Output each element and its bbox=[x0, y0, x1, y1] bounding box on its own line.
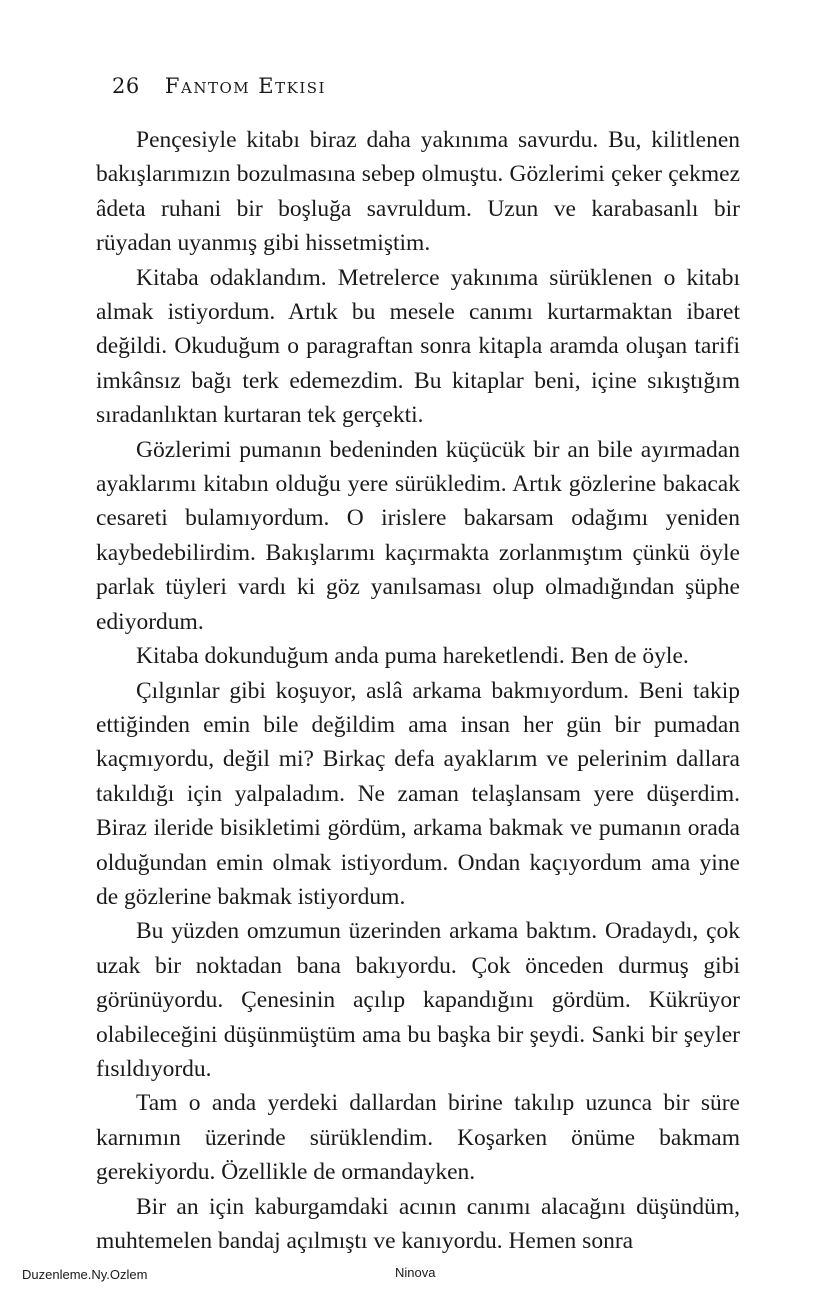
paragraph: Kitaba dokunduğum anda puma hareketlendi. Ben de öyle. bbox=[136, 643, 689, 670]
body-text bbox=[96, 123, 740, 1258]
paragraph: Çılgınlar gibi koşuyor, aslâ arkama bakmıyordum. Beni takip ettiğinden emin bile değildim ama insan her gün bir pumadan kaçmıyordu, değil mi? Birkaç defa ayaklarım ve pelerinim dallara takıldığı için yalpaladım. Ne zaman telaşlansam yere düşerdim. Biraz ileride bisikletimi gördüm, arkama bakmak ve pumanın orada olduğundan emin olmak istiyordum. Ondan kaçıyordum ama yine de gözlerine bakmak istiyordum. bbox=[96, 677, 740, 910]
paragraph: Kitaba odaklandım. Metrelerce yakınıma sürüklenen o kitabı almak istiyordum. Artık bu mesele canımı kurtarmaktan ibaret değildi. Okuduğum o paragraftan sonra kitapla aramda oluşan tarifi imkânsız bağı terk edemezdim. Bu kitaplar beni, içine sıkıştığım sıradanlıktan kurtaran tek gerçekti. bbox=[96, 264, 740, 429]
footer-publisher: Ninova bbox=[395, 1265, 436, 1280]
paragraph: Bir an için kaburgamdaki acının canımı alacağını düşündüm, muhtemelen bandaj açılmıştı ve kanıyordu. Hemen sonra bbox=[96, 1193, 740, 1254]
running-head bbox=[112, 72, 326, 100]
paragraph: Gözlerimi pumanın bedeninden küçücük bir an bile ayırmadan ayaklarımı kitabın olduğu yere sürükledim. Artık gözlerine bakacak cesareti bulamıyordum. O irislere bakarsam odağımı yeniden kaybedebilirdim. Bakışlarımı kaçırmakta zorlanmıştım çünkü öyle parlak tüyleri vardı ki göz yanılsaması olup olmadığından şüphe ediyordum. bbox=[96, 436, 740, 635]
paragraph: Tam o anda yerdeki dallardan birine takılıp uzunca bir süre karnımın üzerinde sürüklendim. Koşarken önüme bakmam gerekiyordu. Özellikle de ormandayken. bbox=[96, 1090, 740, 1186]
paragraph: Bu yüzden omzumun üzerinden arkama baktım. Oradaydı, çok uzak bir noktadan bana bakıyordu. Çok önceden durmuş gibi görünüyordu. Çenesinin açılıp kapandığını gördüm. Kükrüyor olabileceğini düşünmüştüm ama bu başka bir şeydi. Sanki bir şeyler fısıldıyordu. bbox=[96, 918, 740, 1082]
book-title: Fantom Etkisi bbox=[164, 74, 326, 98]
footer-credit: Duzenleme.Ny.Ozlem bbox=[22, 1267, 148, 1282]
page-number: 26 bbox=[112, 74, 140, 98]
paragraph: Pençesiyle kitabı biraz daha yakınıma savurdu. Bu, kilitlenen bakışlarımızın bozulmasına sebep olmuştu. Gözlerimi çeker çekmez âdeta ruhani bir boşluğa savruldum. Uzun ve karabasanlı bir rüyadan uyanmış gibi hissetmiştim. bbox=[96, 127, 740, 257]
